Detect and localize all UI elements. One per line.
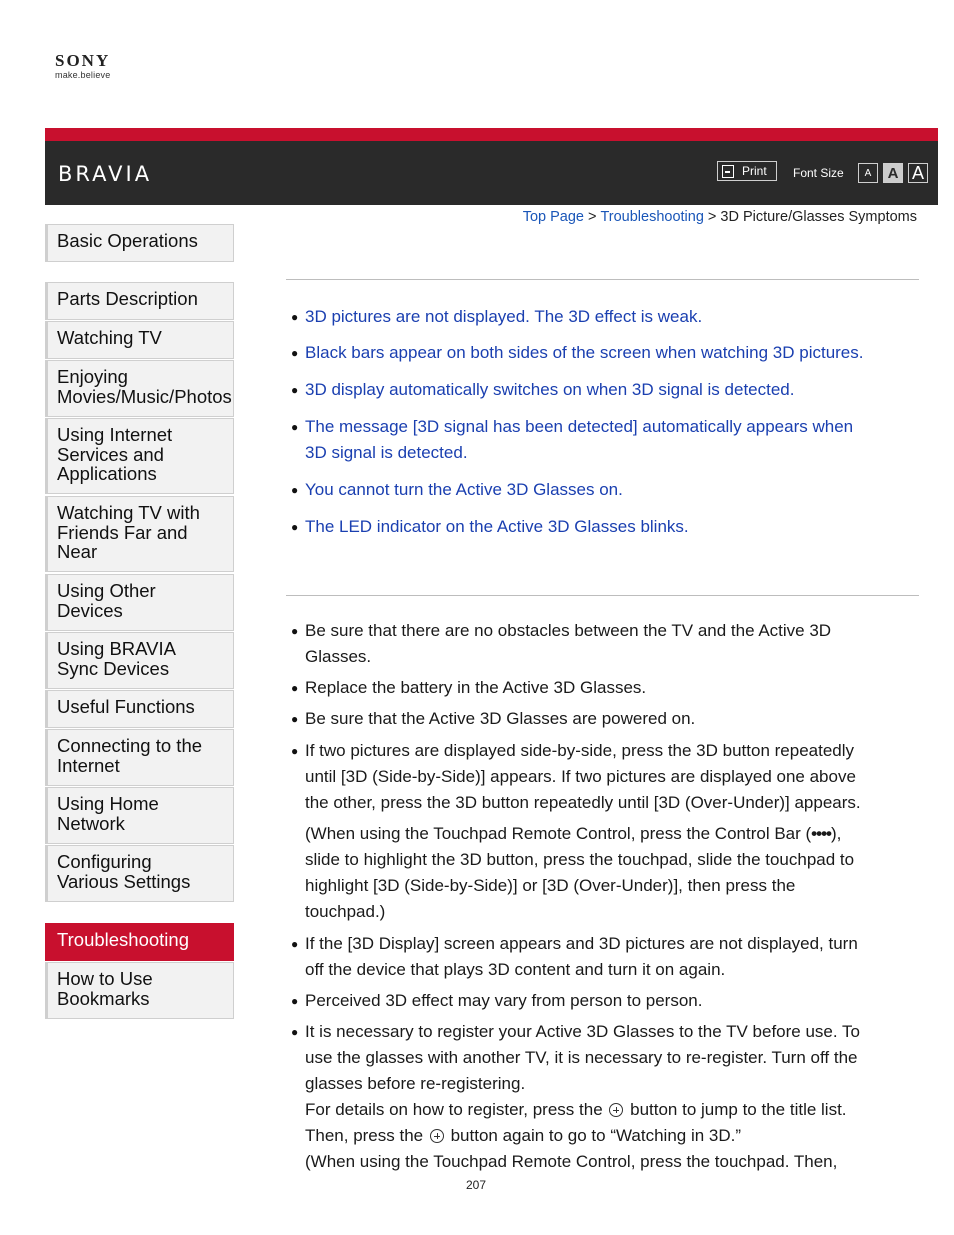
breadcrumb-troubleshooting[interactable]: Troubleshooting (600, 209, 704, 225)
bullet-icon: ● (291, 937, 299, 951)
sidebar-item-troubleshooting[interactable]: Troubleshooting (45, 923, 234, 961)
solution-item: ● It is necessary to register your Active 3D Glasses to the TV before use. To use the glasses with another TV, it is necessary to re-register. Turn off the glasses before re-registering. For details on how to register, press the button to jump to the title list. Then, press the button again to go to “Watching in 3D.” (When using the Touchpad Remote Control, press the touchpad. Then, (291, 1019, 860, 1175)
solution-item: ● Perceived 3D effect may vary from person to person. (291, 988, 702, 1014)
touchpad-note: (When using the Touchpad Remote Control, press the Control Bar (••••), slide to highlight the 3D button, press the touchpad, slide the touchpad to highlight [3D (Side-by-Side)] or [3D (Over-Under)], then press the touchpad.) (305, 824, 855, 921)
section-divider (286, 595, 919, 596)
font-size-medium-button[interactable]: A (883, 163, 903, 183)
print-button[interactable] (717, 161, 777, 181)
breadcrumb-current: 3D Picture/Glasses Symptoms (720, 209, 917, 225)
print-icon (722, 165, 734, 178)
bullet-icon: ● (291, 346, 299, 360)
sidebar-item-internet-services[interactable]: Using Internet Services and Applications (45, 418, 234, 494)
sidebar-item-watching-tv[interactable]: Watching TV (45, 321, 234, 359)
register-note: For details on how to register, press the button to jump to the title list. Then, press the button again to go to “Watching in 3D.” (When using the Touchpad Remote Control, press the touchpad. Then, (305, 1100, 847, 1171)
bullet-icon: ● (291, 744, 299, 758)
sidebar-item-other-devices[interactable]: Using Other Devices (45, 574, 234, 631)
bullet-icon: ● (291, 1025, 299, 1039)
control-bar-icon: •••• (811, 824, 831, 843)
options-button-icon (609, 1103, 623, 1117)
sidebar-item-watching-tv-friends[interactable]: Watching TV with Friends Far and Near (45, 496, 234, 572)
bullet-icon: ● (291, 681, 299, 695)
bravia-logo: BRAVIA (58, 162, 153, 186)
header-accent-stripe (45, 128, 938, 141)
symptom-link[interactable]: ● The LED indicator on the Active 3D Glasses blinks. (291, 514, 689, 540)
symptom-link[interactable]: ● 3D display automatically switches on when 3D signal is detected. (291, 377, 794, 403)
bullet-icon: ● (291, 483, 299, 497)
bullet-icon: ● (291, 624, 299, 638)
bullet-icon: ● (291, 994, 299, 1008)
sidebar-item-parts-description[interactable]: Parts Description (45, 282, 234, 320)
page-number: 207 (466, 1178, 487, 1192)
sony-tagline: make.believe (55, 70, 111, 80)
solution-item: ● If two pictures are displayed side-by-side, press the 3D button repeatedly until [3D (Side-by-Side)] appears. If two pictures are displayed one above the other, press the 3D button repeatedly until [3D (Over-Under)] appears. (When using the Touchpad Remote Control, press the Control Bar (••••), slide to highlight the 3D button, press the touchpad, slide the touchpad to highlight [3D (Side-by-Side)] or [3D (Over-Under)], then press the touchpad.) (291, 738, 861, 925)
sidebar-item-configuring-settings[interactable]: Configuring Various Settings (45, 845, 234, 902)
solution-item: ● Be sure that the Active 3D Glasses are powered on. (291, 706, 695, 732)
sidebar-item-enjoying-media[interactable]: Enjoying Movies/Music/Photos (45, 360, 234, 417)
symptom-link[interactable]: ● You cannot turn the Active 3D Glasses on. (291, 477, 623, 503)
bullet-icon: ● (291, 712, 299, 726)
solution-item: ● If the [3D Display] screen appears and 3D pictures are not displayed, turn off the device that plays 3D content and turn it on again. (291, 931, 858, 983)
font-size-large-button[interactable]: A (908, 163, 928, 183)
bullet-icon: ● (291, 310, 299, 324)
sony-wordmark: SONY (55, 51, 111, 70)
breadcrumb-separator: > (707, 209, 717, 225)
symptom-link[interactable]: ● Black bars appear on both sides of the screen when watching 3D pictures. (291, 340, 864, 366)
sidebar-item-bravia-sync[interactable]: Using BRAVIA Sync Devices (45, 632, 234, 689)
section-divider (286, 279, 919, 280)
symptom-link[interactable]: ● 3D pictures are not displayed. The 3D effect is weak. (291, 304, 702, 330)
sony-logo (55, 52, 110, 80)
font-size-label: Font Size (793, 166, 844, 180)
sidebar-item-connecting-internet[interactable]: Connecting to the Internet (45, 729, 234, 786)
header-bar (45, 128, 938, 205)
solution-item: ● Replace the battery in the Active 3D Glasses. (291, 675, 646, 701)
print-label: Print (742, 164, 767, 178)
sidebar-item-useful-functions[interactable]: Useful Functions (45, 690, 234, 728)
bullet-icon: ● (291, 520, 299, 534)
font-size-small-button[interactable]: A (858, 163, 878, 183)
sidebar-item-basic-operations[interactable]: Basic Operations (45, 224, 234, 262)
bullet-icon: ● (291, 383, 299, 397)
breadcrumb (523, 209, 917, 225)
sidebar-item-bookmarks[interactable]: How to Use Bookmarks (45, 962, 234, 1019)
bullet-icon: ● (291, 420, 299, 434)
symptom-link[interactable]: ● The message [3D signal has been detected] automatically appears when 3D signal is detected. (291, 414, 853, 466)
solution-item: ● Be sure that there are no obstacles between the TV and the Active 3D Glasses. (291, 618, 831, 670)
breadcrumb-separator: > (587, 209, 597, 225)
sidebar-item-home-network[interactable]: Using Home Network (45, 787, 234, 844)
breadcrumb-top-page[interactable]: Top Page (522, 209, 584, 225)
options-button-icon (430, 1129, 444, 1143)
